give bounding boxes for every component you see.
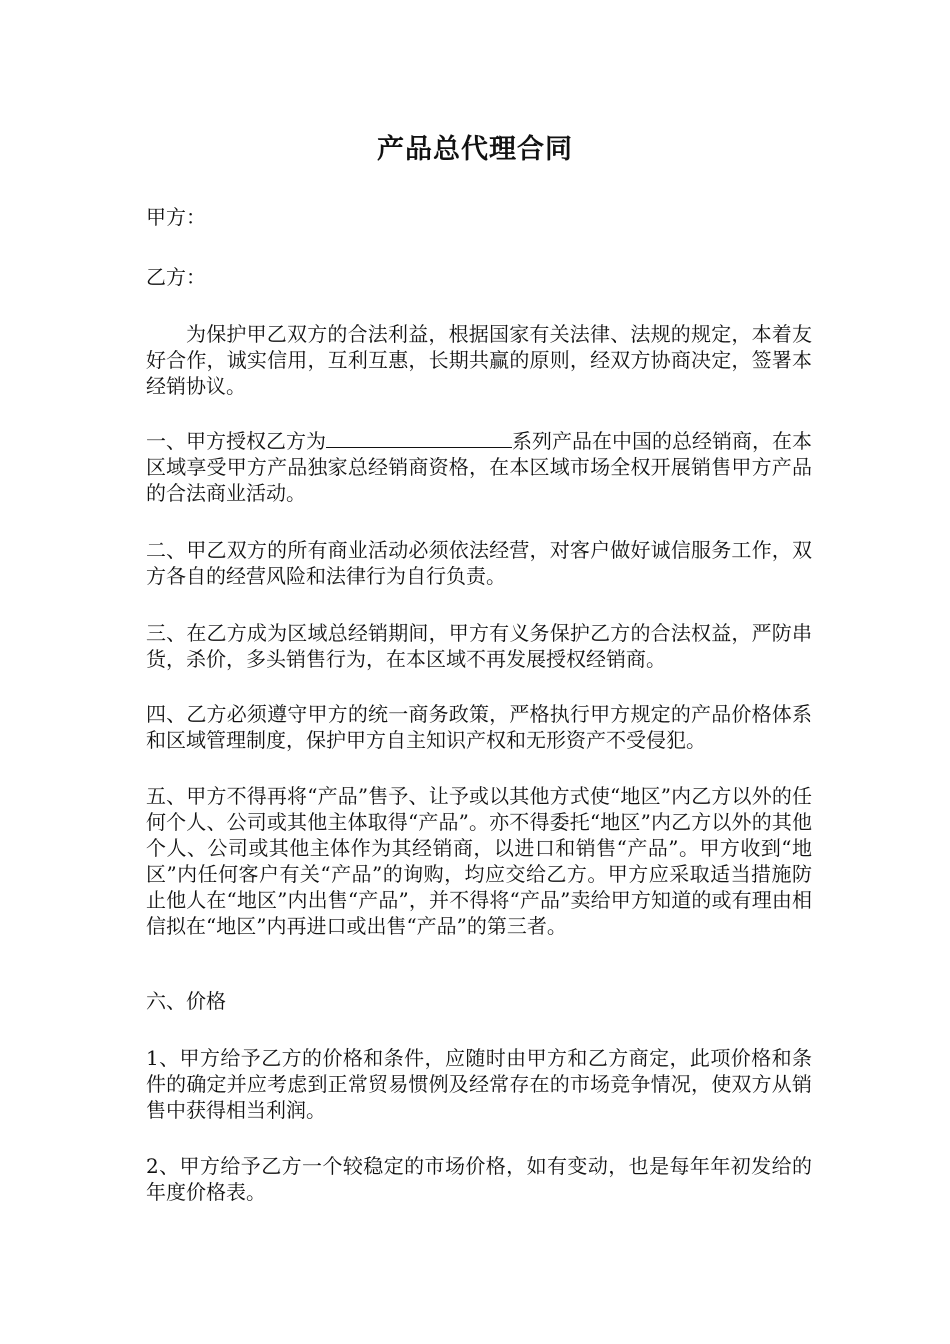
clause-4-paragraph: 四、乙方必须遵守甲方的统一商务政策，严格执行甲方规定的产品价格体系和区域管理制度，保护甲方自主知识产权和无形资产不受侵犯。 bbox=[146, 702, 812, 752]
clause-1-paragraph bbox=[146, 428, 812, 506]
clause-6-item-1: 1、甲方给予乙方的价格和条件，应随时由甲方和乙方商定，此项价格和条件的确定并应考虑到正常贸易惯例及经常存在的市场竞争情况，使双方从销售中获得相当利润。 bbox=[146, 1046, 812, 1122]
clause-5-paragraph: 五、甲方不得再将“产品”售予、让予或以其他方式使“地区”内乙方以外的任何个人、公司或其他主体取得“产品”。亦不得委托“地区”内乙方以外的其他个人、公司或其他主体作为其经销商，以进口和销售“产品”。甲方收到“地区”内任何客户有关“产品”的询购，均应交给乙方。甲方应采取适当措施防止他人在“地区”内出售“产品”，并不得将“产品”卖给甲方知道的或有理由相信拟在“地区”内再进口或出售“产品”的第三者。 bbox=[146, 784, 812, 938]
clause-6-item-2: 2、甲方给予乙方一个较稳定的市场价格，如有变动，也是每年年初发给的年度价格表。 bbox=[146, 1154, 812, 1204]
clause-3-paragraph: 三、在乙方成为区域总经销期间，甲方有义务保护乙方的合法权益，严防串货，杀价，多头销售行为，在本区域不再发展授权经销商。 bbox=[146, 621, 812, 671]
document-title: 产品总代理合同 bbox=[377, 134, 573, 165]
party-a-line: 甲方： bbox=[146, 205, 206, 229]
party-b-line: 乙方： bbox=[146, 265, 206, 289]
clause-2-paragraph: 二、甲乙双方的所有商业活动必须依法经营，对客户做好诚信服务工作，双方各自的经营风险和法律行为自行负责。 bbox=[146, 538, 812, 588]
clause-1-text-after: 系列产品在中国的总经销商，在本区域享受甲方产品独家总经销商资格，在本区域市场全权开展销售甲方产品的合法商业活动。 bbox=[146, 429, 812, 505]
clause-1-text-before: 一、甲方授权乙方为 bbox=[146, 429, 326, 453]
preamble-paragraph: 为保护甲乙双方的合法利益，根据国家有关法律、法规的规定，本着友好合作，诚实信用，互利互惠，长期共赢的原则，经双方协商决定，签署本经销协议。 bbox=[146, 322, 812, 398]
fill-in-blank-line bbox=[326, 429, 512, 448]
clause-6-heading: 六、价格 bbox=[146, 989, 226, 1013]
